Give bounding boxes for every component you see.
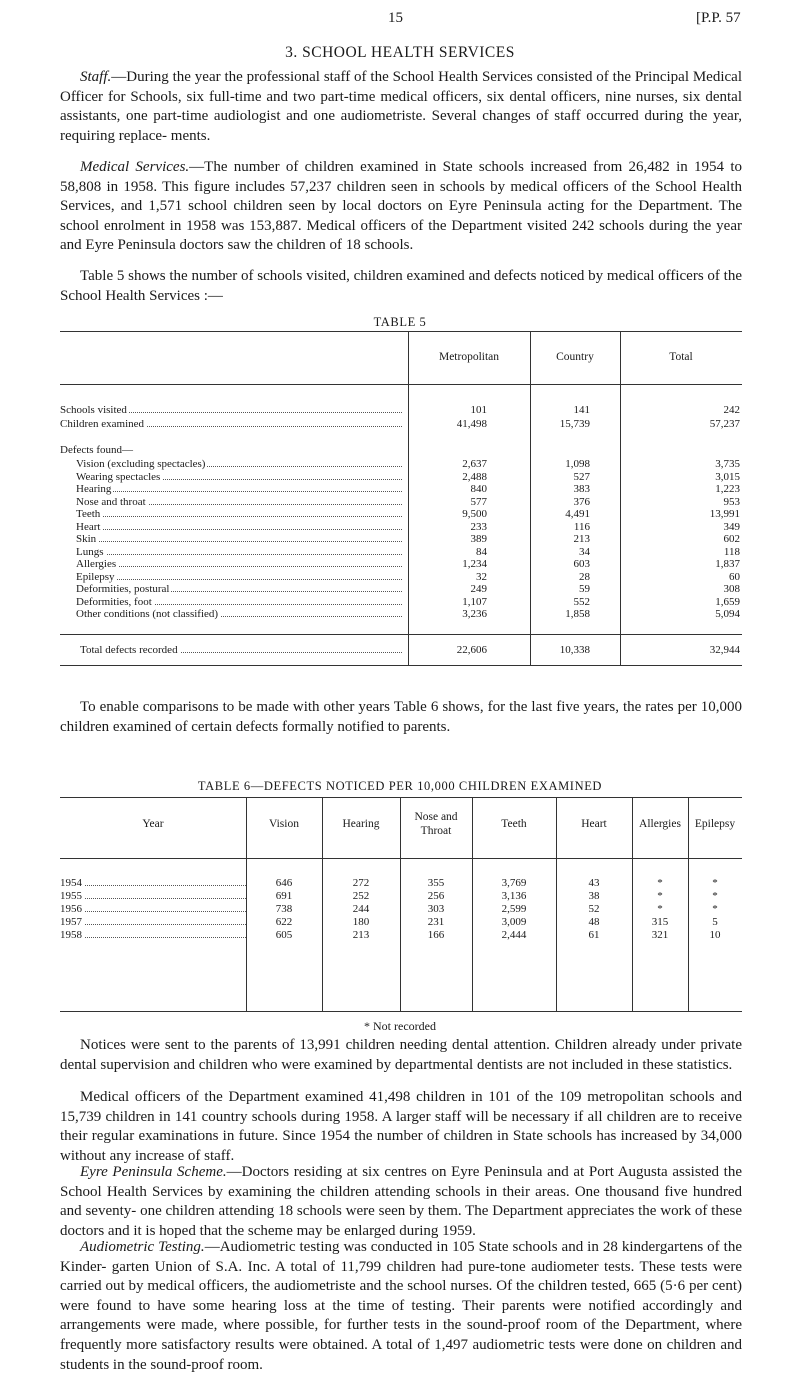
table6-col-vision: Vision bbox=[269, 818, 299, 830]
table5-defects-heading: Defects found— bbox=[60, 444, 134, 456]
table5-cell: 141 bbox=[573, 404, 590, 416]
table5-defect-label: Allergies bbox=[76, 558, 402, 570]
table5-defect-label: Lungs bbox=[76, 546, 402, 558]
table5-defect-cell: 308 bbox=[723, 583, 740, 595]
medical-officers-paragraph: Medical officers of the Department examined 41,498 children in 101 of the 109 metropolitan schools and 15,739 children in 141 country schools during 1958. A larger staff will be necessary if all children are to receive their regular examinations in future. Since 1954 the number of children in State schools has increased by 34,000 without any increase of staff. bbox=[60, 1089, 742, 1164]
eyre-lead: Eyre Peninsula Scheme. bbox=[80, 1164, 227, 1180]
table5-defect-cell: 376 bbox=[573, 495, 590, 508]
table5-defect-cell: 2,637 bbox=[462, 458, 487, 470]
table6-year-label: 1958 bbox=[60, 929, 246, 941]
table5-bottom-rule bbox=[60, 665, 742, 666]
medical-lead: Medical Services. bbox=[80, 159, 190, 175]
table5-defect-label: Other conditions (not classified) bbox=[76, 608, 402, 620]
table6-caption: TABLE 6—DEFECTS NOTICED PER 10,000 CHILDREN EXAMINED bbox=[197, 779, 603, 793]
table5-defect-label: Epilepsy bbox=[76, 571, 402, 583]
table6-col-allergies: Allergies bbox=[639, 818, 681, 830]
table6-cell: 622 bbox=[275, 916, 293, 928]
table5-defect-cell: 3,735 bbox=[715, 458, 740, 470]
table6-cell: 10 bbox=[709, 929, 721, 941]
table5-defect-cell: 1,223 bbox=[715, 483, 740, 495]
table5-cell: 101 bbox=[470, 404, 487, 416]
notices-paragraph: Notices were sent to the parents of 13,991 children needing dental attention. Children already under private dental supervision and children who were examined by departmental dentists are not included in these statistics. bbox=[60, 1037, 742, 1073]
paper-reference: [P.P. 57 bbox=[696, 10, 741, 26]
table5-defect-cell: 1,107 bbox=[462, 595, 487, 608]
table6-cell: * bbox=[712, 877, 718, 889]
page-number: 15 bbox=[388, 10, 403, 26]
table6-cell: 691 bbox=[275, 890, 293, 902]
table5-defect-cell: 1,098 bbox=[565, 458, 590, 470]
table6-bottom-rule bbox=[60, 1011, 742, 1012]
table6 bbox=[60, 797, 742, 1013]
table5-defect-cell: 3,015 bbox=[715, 470, 740, 483]
table5-total-rule bbox=[60, 634, 742, 635]
table5-defect-cell: 602 bbox=[723, 533, 740, 545]
table6-cell: * bbox=[657, 877, 663, 889]
table6-cell: 61 bbox=[588, 929, 600, 941]
table5-defect-cell: 28 bbox=[579, 570, 590, 583]
audio-body: —Audiometric testing was conducted in 105 State schools and in 28 kindergartens of the Kinder- garten Union of S.A. Inc. A total of 11,799 children had pure-tone audiometer tests. These tests were carried out by medical officers, the audiometriste and the school nurses. Of the children tested, 665 (5·6 per cent) were found to have some hearing loss at the time of testing. Their parents were notified accordingly and arrangements were made, where possible, for further tests in the sound-proof room of the Department, where frequently more satisfactory results were obtained. A total of 1,497 audiometric tests were done on children and students in the sound-proof room. bbox=[60, 1239, 742, 1373]
table5-caption: TABLE 5 bbox=[373, 315, 427, 329]
table5-defect-cell: 34 bbox=[579, 545, 590, 558]
staff-body: —During the year the professional staff of the School Health Services consisted of the Principal Medical Officer for Schools, six full-time and two part-time medical officers, six dental officers, nine nurses, six dental assistants, one part-time audiologist and one audiometriste. Several changes of staff occurred during the year, requiring replace- ments. bbox=[60, 69, 742, 144]
table6-col-year: Year bbox=[142, 818, 164, 830]
table5-defect-label: Wearing spectacles bbox=[76, 471, 402, 483]
table5-defect-label: Nose and throat bbox=[76, 496, 402, 508]
table5 bbox=[60, 331, 742, 667]
table5-cell: 57,237 bbox=[709, 418, 740, 430]
table6-col-heart: Heart bbox=[581, 818, 607, 830]
table6-cell: 166 bbox=[427, 929, 445, 941]
table6-cell: 256 bbox=[427, 890, 445, 902]
table6-cell: 605 bbox=[275, 929, 293, 941]
table6-cell: 2,444 bbox=[501, 929, 527, 941]
table5-col-total: Total bbox=[669, 351, 693, 363]
table6-cell: 231 bbox=[427, 916, 445, 928]
table5-defect-cell: 1,234 bbox=[462, 558, 487, 570]
table5-defect-cell: 527 bbox=[573, 470, 590, 483]
table5-defect-cell: 213 bbox=[573, 533, 590, 545]
table5-header-rule bbox=[60, 384, 742, 385]
table6-year-label: 1955 bbox=[60, 890, 246, 902]
table6-cell: 2,599 bbox=[501, 903, 527, 915]
table6-top-rule bbox=[60, 797, 742, 798]
table6-cell: 738 bbox=[275, 903, 293, 915]
table6-cell: 244 bbox=[352, 903, 370, 915]
table5-defect-cell: 13,991 bbox=[709, 508, 740, 520]
table6-cell: 48 bbox=[588, 916, 600, 928]
table6-intro: To enable comparisons to be made with other years Table 6 shows, for the last five years, the rates per 10,000 children examined of certain defects formally notified to parents. bbox=[60, 699, 742, 735]
table6-cell: 272 bbox=[352, 877, 370, 889]
table5-cell: 41,498 bbox=[456, 418, 487, 430]
table6-year-label: 1954 bbox=[60, 877, 246, 889]
table5-defect-label: Heart bbox=[76, 521, 402, 533]
table5-col-country: Country bbox=[556, 351, 594, 363]
table6-col-teeth: Teeth bbox=[501, 818, 527, 830]
table5-defect-cell: 118 bbox=[723, 545, 740, 558]
table6-cell: 43 bbox=[588, 877, 600, 889]
table6-cell: * bbox=[657, 890, 663, 902]
table5-col-metropolitan: Metropolitan bbox=[438, 351, 500, 363]
eyre-paragraph bbox=[60, 1163, 742, 1241]
table6-cell: 646 bbox=[275, 877, 293, 889]
table5-total-label: Total defects recorded bbox=[80, 644, 402, 656]
table5-defect-cell: 32 bbox=[476, 570, 487, 583]
table5-defect-cell: 603 bbox=[573, 558, 590, 570]
table5-row-label: Children examined bbox=[60, 418, 402, 430]
table6-col-epilepsy: Epilepsy bbox=[694, 818, 736, 830]
table5-defect-cell: 9,500 bbox=[462, 508, 487, 520]
table5-defect-cell: 953 bbox=[723, 495, 740, 508]
table6-cell: 3,769 bbox=[501, 877, 527, 889]
table5-defect-label: Deformities, foot bbox=[76, 596, 402, 608]
table5-intro: Table 5 shows the number of schools visited, children examined and defects noticed by medical officers of the School Health Services :— bbox=[60, 268, 742, 304]
audiometric-paragraph bbox=[60, 1238, 742, 1375]
table5-defect-cell: 249 bbox=[470, 583, 487, 595]
table6-header-rule bbox=[60, 858, 742, 859]
table5-defect-label: Vision (excluding spectacles) bbox=[76, 458, 402, 470]
table5-defect-label: Skin bbox=[76, 533, 402, 545]
table5-defect-cell: 2,488 bbox=[462, 470, 487, 483]
table5-defect-cell: 577 bbox=[470, 495, 487, 508]
table6-cell: 5 bbox=[712, 916, 718, 928]
table6-footnote: * Not recorded bbox=[364, 1019, 436, 1033]
table6-cell: 321 bbox=[651, 929, 669, 941]
table5-defect-cell: 84 bbox=[476, 545, 487, 558]
medical-body: —The number of children examined in State schools increased from 26,482 in 1954 to 58,808 in 1958. This figure includes 57,237 children seen in schools by medical officers of the School Health Services, and 1,571 school children seen by local doctors on Eyre Peninsula acting for the Department. The school enrolment in 1958 was 153,887. Medical officers of the Department visited 242 schools during the year and Eyre Peninsula doctors saw the children of 18 schools. bbox=[60, 159, 742, 254]
table5-defect-cell: 4,491 bbox=[565, 508, 590, 520]
table5-defect-label: Teeth bbox=[76, 508, 402, 520]
table5-row-label: Schools visited bbox=[60, 404, 402, 416]
table5-defect-cell: 840 bbox=[470, 483, 487, 495]
table6-cell: 252 bbox=[352, 890, 370, 902]
table6-cell: * bbox=[657, 903, 663, 915]
table5-defect-cell: 383 bbox=[573, 483, 590, 495]
audio-lead: Audiometric Testing. bbox=[80, 1239, 205, 1255]
table5-defect-cell: 349 bbox=[723, 520, 740, 533]
table6-col-nose-and-throat: Nose and Throat bbox=[414, 811, 458, 837]
table6-cell: 355 bbox=[427, 877, 445, 889]
table5-defect-cell: 233 bbox=[470, 520, 487, 533]
table6-cell: 213 bbox=[352, 929, 370, 941]
table6-year-label: 1957 bbox=[60, 916, 246, 928]
table6-col-hearing: Hearing bbox=[342, 818, 380, 830]
staff-paragraph bbox=[60, 68, 742, 146]
table5-cell: 15,739 bbox=[559, 418, 590, 430]
table5-defect-cell: 59 bbox=[579, 583, 590, 595]
table6-cell: 315 bbox=[651, 916, 669, 928]
table5-defect-cell: 5,094 bbox=[715, 608, 740, 620]
table6-cell: * bbox=[712, 890, 718, 902]
table5-defect-label: Hearing bbox=[76, 483, 402, 495]
table6-cell: 303 bbox=[427, 903, 445, 915]
table6-cell: 52 bbox=[588, 903, 600, 915]
eyre-body: —Doctors residing at six centres on Eyre Peninsula and at Port Augusta assisted the School Health Services by examining the children attending schools in their areas. One thousand five hundred and seventy- one children attending 18 schools were seen by them. The Department appreciates the work of these doctors and it is hoped that the scheme may be enlarged during 1959. bbox=[60, 1164, 742, 1239]
table5-defect-cell: 1,858 bbox=[565, 608, 590, 620]
section-heading: 3. SCHOOL HEALTH SERVICES bbox=[285, 44, 515, 61]
table5-defect-label: Deformities, postural bbox=[76, 583, 402, 595]
table5-defect-cell: 3,236 bbox=[462, 608, 487, 620]
table6-cell: 3,009 bbox=[501, 916, 527, 928]
table5-defect-cell: 116 bbox=[573, 520, 590, 533]
medical-services-paragraph bbox=[60, 158, 742, 256]
table5-defect-cell: 552 bbox=[573, 595, 590, 608]
staff-lead: Staff. bbox=[80, 69, 112, 85]
table6-cell: 180 bbox=[352, 916, 370, 928]
table6-year-label: 1956 bbox=[60, 903, 246, 915]
table5-defect-cell: 389 bbox=[470, 533, 487, 545]
table6-cell: 38 bbox=[588, 890, 600, 902]
table5-defect-cell: 1,659 bbox=[715, 595, 740, 608]
table5-total-cell: 22,606 bbox=[456, 644, 487, 656]
table6-cell: 3,136 bbox=[501, 890, 527, 902]
table5-total-cell: 32,944 bbox=[709, 644, 740, 656]
table6-cell: * bbox=[712, 903, 718, 915]
table5-top-rule bbox=[60, 331, 742, 332]
table5-defect-cell: 1,837 bbox=[715, 558, 740, 570]
table5-total-cell: 10,338 bbox=[559, 644, 590, 656]
table5-cell: 242 bbox=[723, 404, 740, 416]
table5-defect-cell: 60 bbox=[729, 570, 740, 583]
